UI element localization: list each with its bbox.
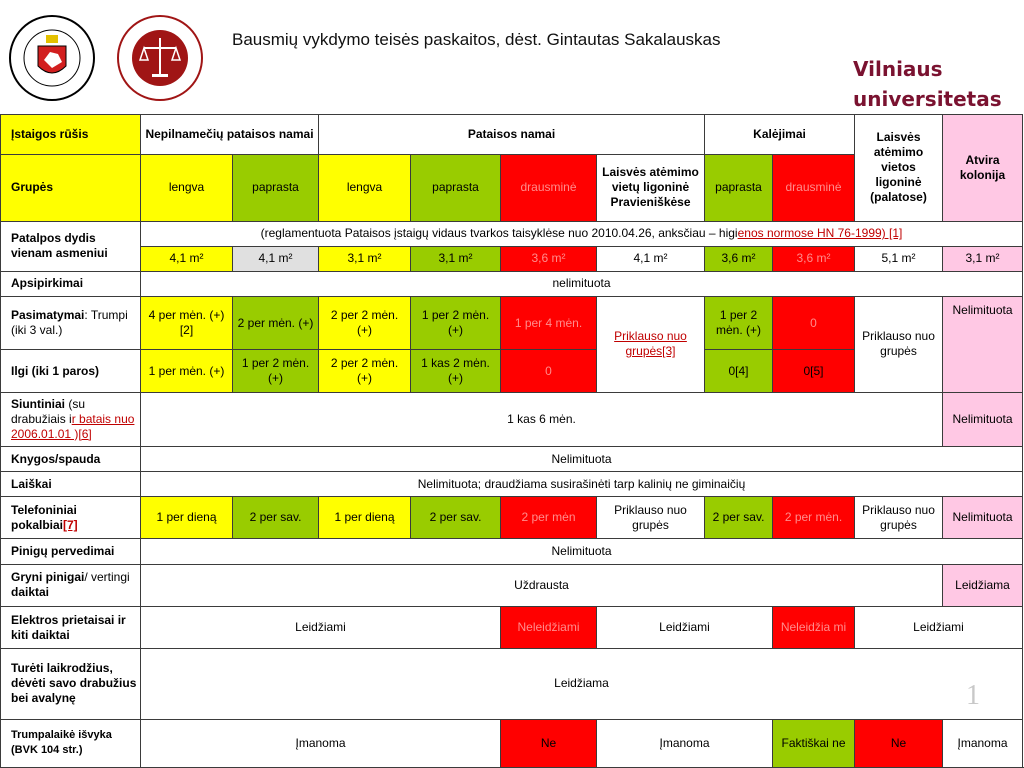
table-row	[1, 472, 1023, 497]
group-cell: drausminė	[773, 155, 855, 221]
group-cell: paprasta	[233, 155, 319, 221]
brand-line-2: universitetas	[853, 87, 1002, 111]
table-row	[1, 497, 1023, 539]
row-label-electronics: Elektros prietaisai ir kiti daiktai	[1, 606, 141, 648]
space-value: 5,1 m²	[855, 246, 943, 271]
visit-long-value: 0	[501, 350, 597, 392]
space-value: 4,1 m²	[597, 246, 705, 271]
parcels-label: Siuntiniai	[11, 396, 65, 411]
brand-line-1: Vilniaus	[853, 57, 943, 81]
electronics-value: Neleidžia mi	[773, 606, 855, 648]
group-cell: paprasta	[705, 155, 773, 221]
row-label-space: Patalpos dydis vienam asmeniui	[1, 221, 141, 271]
row-label-short-visits	[1, 297, 141, 350]
row-label-purchases: Apsipirkimai	[1, 271, 141, 296]
cash-label-b: / vertingi	[84, 570, 130, 585]
electronics-value: Leidžiami	[855, 606, 1023, 648]
slide-header	[0, 0, 1024, 114]
row-label-clothing: Turėti laikrodžius, dėvėti savo drabužius bei avalynę	[1, 649, 141, 719]
letters-value: Nelimituota; draudžiama susirašinėti tarp kalinių ne giminaičių	[141, 472, 1023, 497]
clothing-value: Leidžiama	[141, 649, 1023, 719]
phone-value: 2 per sav.	[705, 497, 773, 539]
parcels-value: 1 kas 6 mėn.	[141, 392, 943, 446]
purchases-value: nelimituota	[141, 271, 1023, 296]
visit-short-value: 1 per 4 mėn.	[501, 297, 597, 350]
table-row	[1, 115, 1023, 155]
table-row	[1, 246, 1023, 271]
row-label-cash	[1, 564, 141, 606]
parcels-label-rest: (su drabužiais i	[11, 396, 86, 426]
table-row	[1, 446, 1023, 471]
visits-short-label: : Trumpi (iki 3 val.)	[11, 308, 128, 338]
space-value: 3,6 m²	[773, 246, 855, 271]
phone-value: 1 per dieną	[141, 497, 233, 539]
electronics-value: Leidžiami	[141, 606, 501, 648]
group-cell: lengva	[141, 155, 233, 221]
vilnius-university-seal-icon	[8, 10, 96, 106]
space-value: 3,1 m²	[943, 246, 1023, 271]
visit-long-value: 0[5]	[773, 350, 855, 392]
cash-label-c: daiktai	[11, 585, 50, 600]
header-open-colony: Atvira kolonija	[943, 115, 1023, 222]
phone-value: Priklauso nuo grupės	[855, 497, 943, 539]
table-row	[1, 221, 1023, 246]
space-value: 4,1 m²	[233, 246, 319, 271]
phone-value: Nelimituota	[943, 497, 1023, 539]
transfers-value: Nelimituota	[141, 539, 1023, 564]
visit-short-value: 1 per 2 mėn. (+)	[411, 297, 501, 350]
visit-long-value: 1 per mėn. (+)	[141, 350, 233, 392]
space-regulation-note	[141, 221, 1023, 246]
cash-value: Uždrausta	[141, 564, 943, 606]
row-label-books: Knygos/spauda	[1, 446, 141, 471]
phone-label: Telefoniniai pokalbiai	[11, 502, 77, 532]
space-value: 4,1 m²	[141, 246, 233, 271]
group-cell: paprasta	[411, 155, 501, 221]
visit-long-value: 0[4]	[705, 350, 773, 392]
leave-value: Įmanoma	[141, 719, 501, 767]
row-label-letters: Laiškai	[1, 472, 141, 497]
group-cell: drausminė	[501, 155, 597, 221]
visit-short-value: 1 per 2 mėn. (+)	[705, 297, 773, 350]
row-label-short-leave: Trumpalaikė išvyka (BVK 104 str.)	[1, 719, 141, 767]
header-institution-type: Įstaigos rūšis	[1, 115, 141, 155]
phone-value: 2 per sav.	[233, 497, 319, 539]
university-wordmark	[853, 54, 1002, 114]
row-label-phone	[1, 497, 141, 539]
books-value: Nelimituota	[141, 446, 1023, 471]
header-hospital: Laisvės atėmimo vietos ligoninė (palatose)	[855, 115, 943, 222]
visits-colony: Nelimituota	[943, 297, 1023, 393]
space-value: 3,1 m²	[411, 246, 501, 271]
table-row	[1, 392, 1023, 446]
phone-value: 2 per sav.	[411, 497, 501, 539]
visit-short-value: 0	[773, 297, 855, 350]
table-row	[1, 649, 1023, 719]
space-note-text: (reglamentuota Pataisos įstaigų vidaus tvarkos taisyklėse nuo 2010.04.26, anksčiau – higi	[260, 226, 738, 241]
visits-hospital-link[interactable]: Priklauso nuo grupės[3]	[614, 329, 687, 359]
table-row	[1, 271, 1023, 296]
visits-by-group: Priklauso nuo grupės	[855, 297, 943, 393]
space-value: 3,1 m²	[319, 246, 411, 271]
row-label-parcels	[1, 392, 141, 446]
electronics-value: Leidžiami	[597, 606, 773, 648]
visits-hospital-cell	[597, 297, 705, 393]
leave-value: Įmanoma	[597, 719, 773, 767]
space-value: 3,6 m²	[705, 246, 773, 271]
table-row	[1, 564, 1023, 606]
group-cell: lengva	[319, 155, 411, 221]
visits-label: Pasimatymai	[11, 308, 85, 323]
phone-footnote-link[interactable]: [7]	[63, 517, 78, 532]
header-correction-houses: Pataisos namai	[319, 115, 705, 155]
hygiene-norm-link[interactable]: enos normose HN 76-1999) [1]	[737, 226, 903, 241]
parcels-footnote-link[interactable]: r batais nuo 2006.01.01 )[6]	[11, 411, 135, 441]
cash-colony: Leidžiama	[943, 564, 1023, 606]
phone-value: 1 per dieną	[319, 497, 411, 539]
space-value: 3,6 m²	[501, 246, 597, 271]
group-cell: Laisvės atėmimo vietų ligoninė Pravieniškėse	[597, 155, 705, 221]
law-faculty-seal-icon	[116, 10, 204, 106]
visit-long-value: 1 per 2 mėn. (+)	[233, 350, 319, 392]
header-juvenile-correction: Nepilnamečių pataisos namai	[141, 115, 319, 155]
phone-value: 2 per mėn	[501, 497, 597, 539]
leave-value: Ne	[855, 719, 943, 767]
leave-value: Ne	[501, 719, 597, 767]
phone-value: Priklauso nuo grupės	[597, 497, 705, 539]
table-row	[1, 606, 1023, 648]
parcels-colony: Nelimituota	[943, 392, 1023, 446]
visit-long-value: 2 per 2 mėn. (+)	[319, 350, 411, 392]
slide-title: Bausmių vykdymo teisės paskaitos, dėst. Gintautas Sakalauskas	[232, 30, 721, 49]
row-label-transfers: Pinigų pervedimai	[1, 539, 141, 564]
visit-short-value: 2 per mėn. (+)	[233, 297, 319, 350]
regime-comparison-table	[0, 114, 1023, 768]
visit-long-value: 1 kas 2 mėn. (+)	[411, 350, 501, 392]
header-prisons: Kalėjimai	[705, 115, 855, 155]
visit-short-value: 4 per mėn. (+)[2]	[141, 297, 233, 350]
leave-value: Įmanoma	[943, 719, 1023, 767]
electronics-value: Neleidžiami	[501, 606, 597, 648]
leave-value: Faktiškai ne	[773, 719, 855, 767]
phone-value: 2 per mėn.	[773, 497, 855, 539]
table-row	[1, 719, 1023, 767]
table-row	[1, 297, 1023, 350]
visit-short-value: 2 per 2 mėn. (+)	[319, 297, 411, 350]
row-label-groups: Grupės	[1, 155, 141, 221]
cash-label-a: Gryni pinigai	[11, 570, 85, 585]
table-row	[1, 539, 1023, 564]
row-label-long-visits: Ilgi (iki 1 paros)	[1, 350, 141, 392]
page-number: 1	[966, 680, 980, 711]
